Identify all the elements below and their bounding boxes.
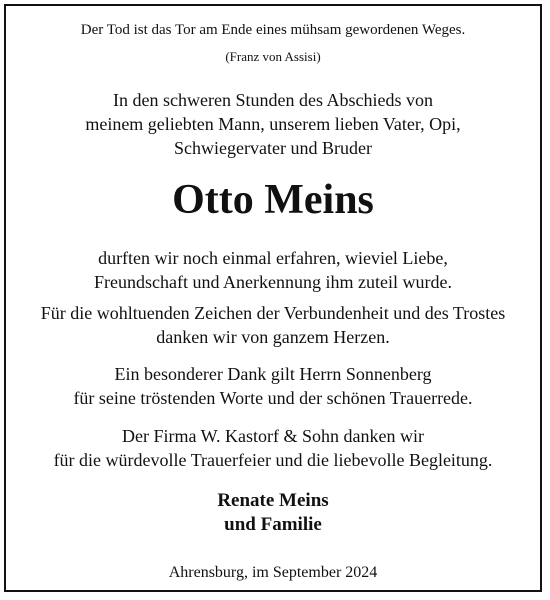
gratitude-paragraph [4, 246, 542, 294]
intro-line: Schwiegervater und Bruder [174, 138, 372, 158]
paragraph-line: für seine tröstenden Worte und der schönen Trauerrede. [73, 388, 473, 408]
signature-line: Renate Meins [217, 490, 329, 511]
intro-paragraph [4, 88, 542, 160]
paragraph-line: Freundschaft und Anerkennung ihm zuteil wurde. [94, 272, 452, 292]
place-date: Ahrensburg, im September 2024 [168, 564, 378, 581]
paragraph-line: Für die wohltuenden Zeichen der Verbundenheit und des Trostes [40, 303, 506, 323]
speaker-thanks-paragraph [4, 362, 542, 410]
signature-line: und Familie [224, 514, 322, 535]
paragraph-line: Ein besonderer Dank gilt Herrn Sonnenberg [114, 364, 432, 384]
undertaker-thanks-paragraph [4, 424, 542, 472]
paragraph-line: Der Firma W. Kastorf & Sohn danken wir [122, 426, 424, 446]
quote-text: Der Tod ist das Tor am Ende eines mühsam gewordenen Weges. [80, 22, 466, 38]
obituary-notice [4, 4, 542, 592]
quote-author: (Franz von Assisi) [225, 49, 321, 64]
deceased-name: Otto Meins [172, 177, 374, 223]
paragraph-line: für die würdevolle Trauerfeier und die liebevolle Begleitung. [53, 450, 493, 470]
family-signature [4, 489, 542, 537]
intro-line: meinem geliebten Mann, unserem lieben Vater, Opi, [85, 114, 461, 134]
intro-line: In den schweren Stunden des Abschieds von [113, 90, 433, 110]
paragraph-line: danken wir von ganzem Herzen. [156, 327, 390, 347]
thanks-paragraph [4, 301, 542, 349]
paragraph-line: durften wir noch einmal erfahren, wieviel Liebe, [98, 248, 448, 268]
